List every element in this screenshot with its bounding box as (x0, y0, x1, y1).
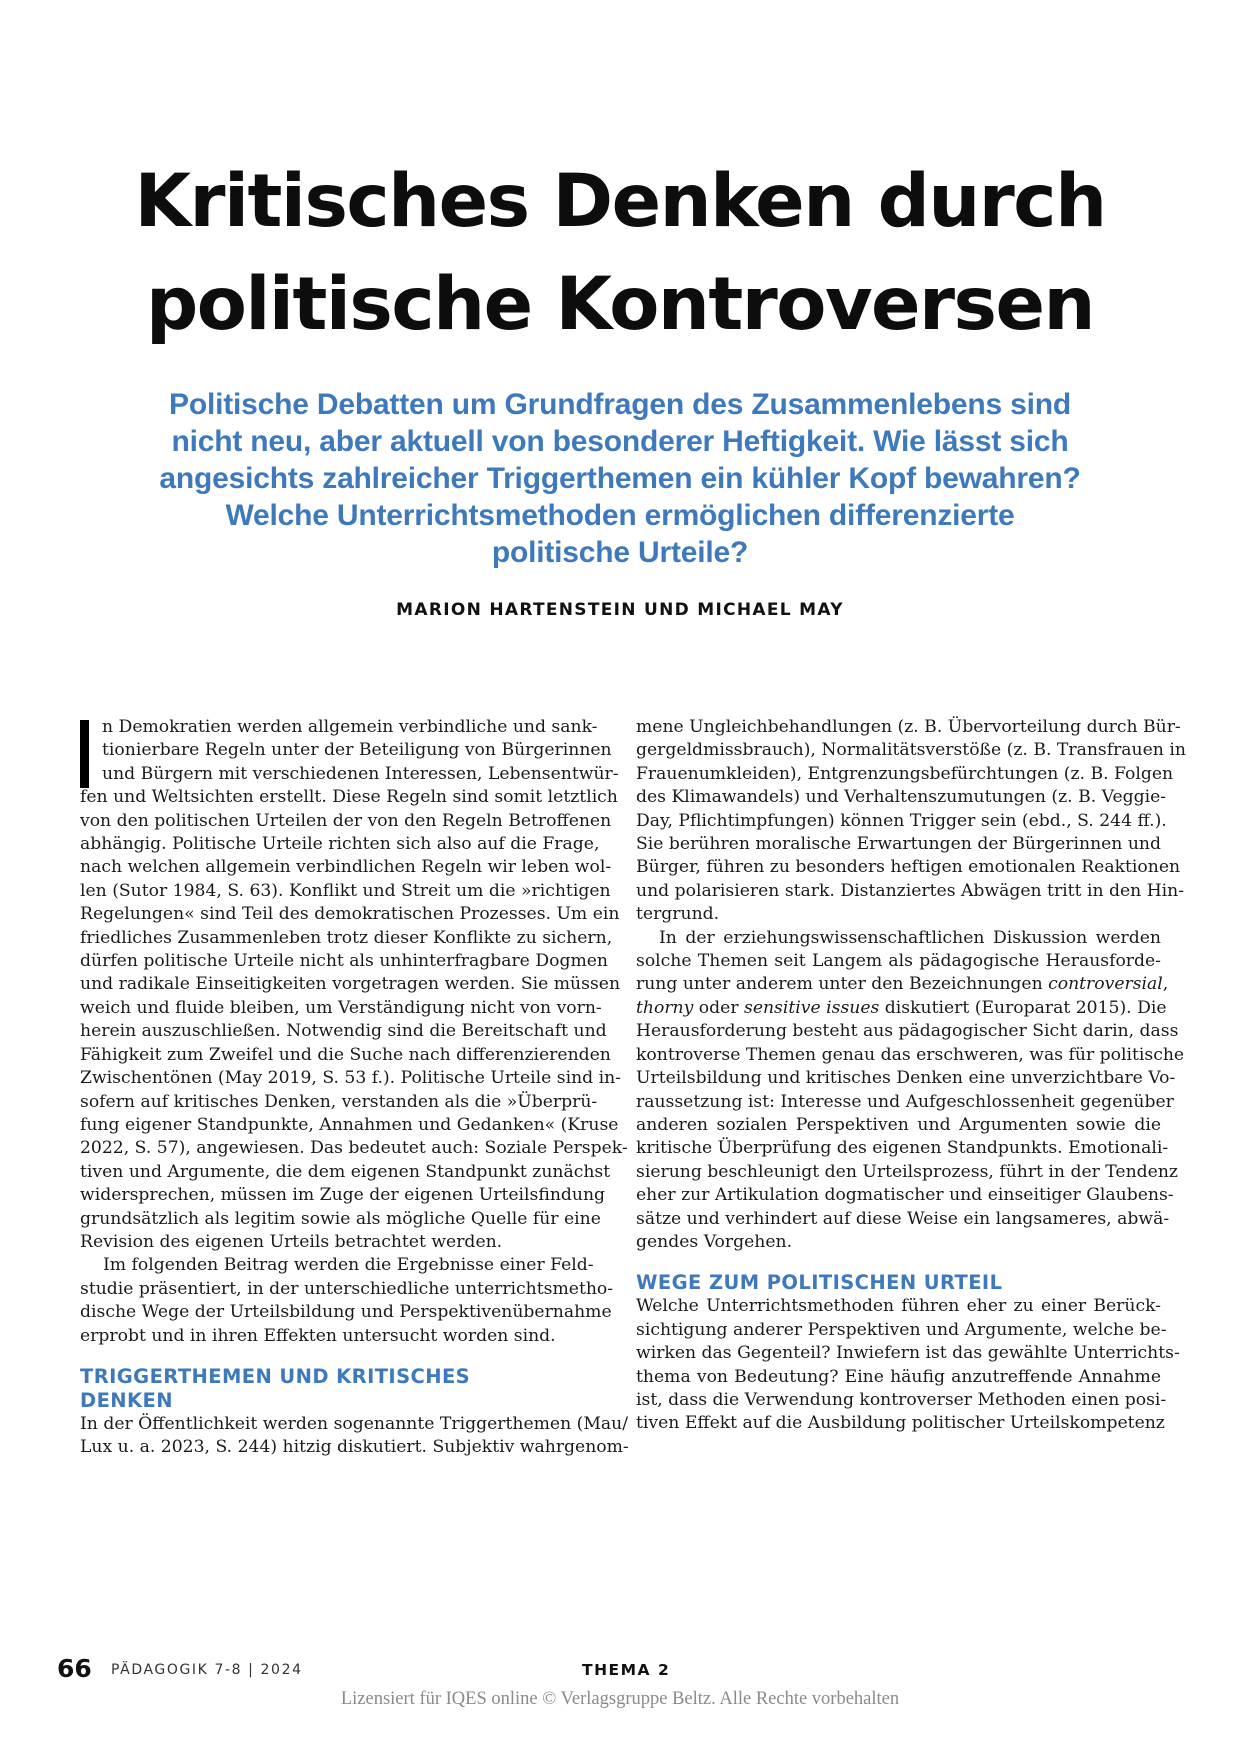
text-line: fung eigener Standpunkte, Annahmen und Gedanken« (Kruse (80, 1114, 619, 1135)
page-footer (57, 1654, 1187, 1684)
text-line: sätze und verhindert auf diese Weise ein langsameres, abwä- (636, 1208, 1170, 1229)
right-column (636, 716, 1186, 1436)
text-line: Revision des eigenen Urteils betrachtet werden. (80, 1231, 503, 1252)
body-paragraph (80, 1254, 614, 1348)
text-line: tiven Effekt auf die Ausbildung politischer Urteilskompetenz (636, 1413, 1165, 1434)
title-line: politische Kontroversen (146, 262, 1094, 347)
text-line: abhängig. Politische Urteile richten sich also auf die Frage, (80, 834, 600, 855)
section-heading: TRIGGERTHEMEN UND KRITISCHES DENKEN (80, 1364, 471, 1412)
article-deck (110, 386, 1130, 571)
text-line: Sie berühren moralische Erwartungen der Bürgerinnen und (636, 834, 1161, 855)
license-notice: Lizensiert für IQES online © Verlagsgruppe Beltz. Alle Rechte vorbehalten (340, 1689, 900, 1709)
deck-line: angesichts zahlreicher Triggerthemen ein kühler Kopf bewahren? (159, 462, 1081, 495)
text-line: mene Ungleichbehandlungen (z. B. Übervorteilung durch Bür- (636, 717, 1181, 737)
text-line: Regelungen« sind Teil des demokratischen Prozesses. Um ein (80, 904, 620, 925)
text-line: tiven und Argumente, die dem eigenen Standpunkt zunächst (80, 1161, 611, 1182)
section-label: THEMA 2 (582, 1661, 671, 1679)
text-line: raussetzung ist: Interesse und Aufgeschlossenheit gegenüber (636, 1091, 1174, 1112)
left-column (80, 716, 629, 1460)
text-line: von den politischen Urteilen der von den Regeln Betroffenen (80, 810, 612, 831)
text-run: diskutiert (Europarat 2015). Die (879, 997, 1167, 1018)
text-line: len (Sutor 1984, S. 63). Konflikt und Streit um die »richtigen (80, 880, 611, 901)
text-line: anderen sozialen Perspektiven und Argumenten sowie die (636, 1114, 1161, 1135)
text-line: erprobt und in ihren Effekten untersucht worden sind. (80, 1325, 556, 1346)
deck-line: Politische Debatten um Grundfragen des Zusammenlebens sind (169, 388, 1071, 421)
text-line: widersprechen, müssen im Zuge der eigenen Urteilsfindung (80, 1185, 606, 1206)
text-line: Welche Unterrichtsmethoden führen eher zu einer Berück- (636, 1296, 1161, 1317)
text-line: Day, Pflichtimpfungen) können Trigger sein (ebd., S. 244 ff.). (636, 810, 1167, 831)
text-line: In der Öffentlichkeit werden sogenannte Triggerthemen (Mau/ (80, 1413, 629, 1434)
intro-paragraph (80, 716, 628, 1254)
emphasis: controversial (1048, 974, 1163, 995)
deck-line: Welche Unterrichtsmethoden ermöglichen differenzierte (225, 499, 1015, 532)
emphasis: thorny (636, 997, 694, 1018)
text-line: In der erziehungswissenschaftlichen Diskussion werden (659, 927, 1161, 948)
page-number: 66 (57, 1654, 92, 1683)
text-line: Fähigkeit zum Zweifel und die Suche nach differenzierenden (80, 1044, 611, 1065)
text-line: Herausforderung besteht aus pädagogischer Sicht darin, dass (636, 1021, 1179, 1042)
article-authors: MARION HARTENSTEIN UND MICHAEL MAY (396, 600, 844, 620)
text-line: und polarisieren stark. Distanziertes Abwägen tritt in den Hin- (636, 880, 1185, 901)
text-line: dürfen politische Urteile nicht als unhinterfragbare Dogmen (80, 951, 608, 972)
text-line: friedliches Zusammenleben trotz dieser Konflikte zu sichern, (80, 927, 613, 948)
text-line: gendes Vorgehen. (636, 1231, 793, 1252)
body-paragraph (80, 1413, 629, 1460)
article-title (0, 150, 1240, 356)
text-line: sierung beschleunigt den Urteilsprozess, führt in der Tendenz (636, 1161, 1178, 1182)
body-paragraph (636, 716, 1186, 927)
text-line: kritische Überprüfung des eigenen Standpunkts. Emotionali- (636, 1138, 1169, 1159)
text-line: tionierbare Regeln unter der Beteiligung von Bürgerinnen (102, 740, 612, 761)
issue-label: PÄDAGOGIK 7-8 | 2024 (111, 1662, 303, 1678)
body-paragraph (636, 1295, 1180, 1435)
text-line: 2022, S. 57), angewiesen. Das bedeutet auch: Soziale Perspek- (80, 1138, 628, 1159)
text-run: oder (693, 997, 744, 1018)
text-line: Frauenumkleiden), Entgrenzungsbefürchtungen (z. B. Folgen (636, 763, 1174, 784)
text-line: Bürger, führen zu besonders heftigen emotionalen Reaktionen (636, 857, 1181, 878)
text-line: solche Themen seit Langem als pädagogische Herausforde- (636, 951, 1161, 972)
text-line: dische Wege der Urteilsbildung und Perspektivenübernahme (80, 1302, 612, 1323)
text-line: thema von Bedeutung? Eine häufig anzutreffende Annahme (636, 1366, 1161, 1387)
text-line: n Demokratien werden allgemein verbindliche und sank- (102, 717, 598, 737)
text-line: grundsätzlich als legitim sowie als mögliche Quelle für eine (80, 1208, 601, 1229)
deck-line: nicht neu, aber aktuell von besonderer Heftigkeit. Wie lässt sich (171, 425, 1069, 458)
text-line: sofern auf kritisches Denken, verstanden als die »Überprü- (80, 1091, 598, 1112)
text-line: Urteilsbildung und kritisches Denken eine unverzichtbare Vo- (636, 1068, 1176, 1089)
emphasis: sensitive issues (744, 997, 880, 1018)
text-line (636, 973, 1169, 996)
text-line: eher zur Artikulation dogmatischer und einseitiger Glaubens- (636, 1185, 1174, 1206)
text-line: tergrund. (636, 904, 720, 925)
body-paragraph (636, 927, 1185, 1255)
text-line: wirken das Gegenteil? Inwiefern ist das gewählte Unterrichts- (636, 1343, 1180, 1364)
section-heading: WEGE ZUM POLITISCHEN URTEIL (636, 1271, 1003, 1295)
text-line: kontroverse Themen genau das erschweren, was für politische (636, 1044, 1185, 1065)
deck-line: politische Urteile? (491, 536, 749, 569)
text-line (636, 997, 1167, 1020)
text-line: und Bürgern mit verschiedenen Interessen, Lebensentwür- (102, 763, 619, 784)
text-line: fen und Weltsichten erstellt. Diese Regeln sind somit letztlich (80, 787, 618, 808)
text-run: , (1162, 974, 1169, 995)
text-line: Zwischentönen (May 2019, S. 53 f.). Politische Urteile sind in- (80, 1068, 621, 1089)
text-line: des Klimawandels) und Verhaltenszumutungen (z. B. Veggie- (636, 787, 1167, 808)
text-line: herein auszuschließen. Notwendig sind die Bereitschaft und (80, 1021, 607, 1042)
text-line: ist, dass die Verwendung kontroverser Methoden einen posi- (636, 1389, 1167, 1410)
text-line: nach welchen allgemein verbindlichen Regeln wir leben wol- (80, 857, 612, 878)
text-line: gergeldmissbrauch), Normalitätsverstöße (z. B. Transfrauen in (636, 740, 1186, 761)
title-line: Kritisches Denken durch (134, 159, 1106, 244)
text-line: und radikale Einseitigkeiten vorgetragen werden. Sie müssen (80, 974, 621, 995)
text-line: sichtigung anderer Perspektiven und Argumente, welche be- (636, 1319, 1167, 1340)
text-line: Lux u. a. 2023, S. 244) hitzig diskutiert. Subjektiv wahrgenom- (80, 1437, 629, 1458)
text-run: rung unter anderem unter den Bezeichnungen (636, 974, 1049, 995)
text-line: studie präsentiert, in der unterschiedliche unterrichtsmetho- (80, 1278, 614, 1299)
text-line: weich und fluide bleiben, um Verständigung nicht von vorn- (80, 997, 602, 1018)
text-line: Im folgenden Beitrag werden die Ergebnisse einer Feld- (103, 1255, 594, 1276)
